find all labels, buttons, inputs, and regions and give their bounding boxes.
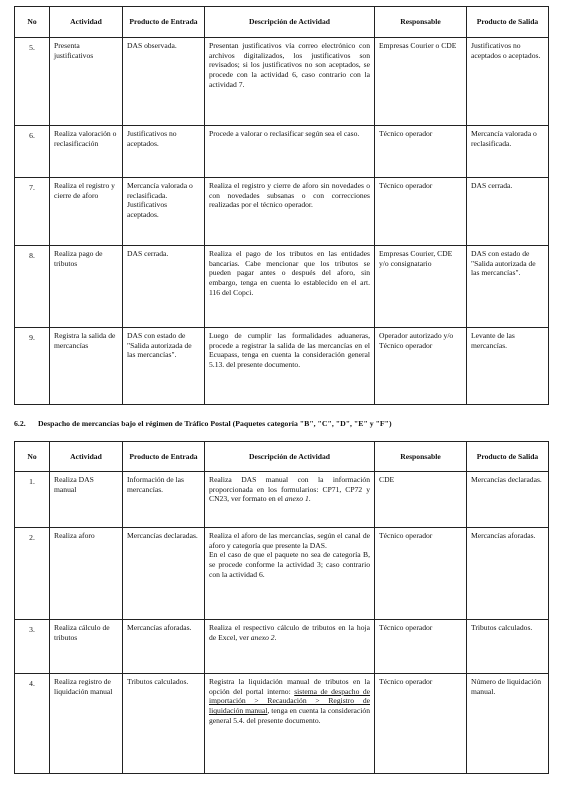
cell-responsable: Técnico operador	[375, 126, 467, 178]
cell-salida: Mercancía valorada o reclasificada.	[467, 126, 549, 178]
cell-responsable: Técnico operador	[375, 674, 467, 774]
header-producto-entrada: Producto de Entrada	[123, 7, 205, 38]
section-number: 6.2.	[14, 419, 26, 428]
cell-no: 1.	[15, 472, 50, 528]
cell-no: 2.	[15, 528, 50, 620]
cell-actividad: Realiza el registro y cierre de aforo	[50, 178, 123, 246]
cell-salida: Tributos calculados.	[467, 620, 549, 674]
cell-responsable: Operador autorizado y/o Técnico operador	[375, 328, 467, 405]
section-title: Despacho de mercancías bajo el régimen de Tráfico Postal (Paquetes categoría "B", "C", "D", "E" y "F")	[38, 419, 392, 428]
cell-no: 7.	[15, 178, 50, 246]
cell-descripcion: Registra la liquidación manual de tributos en la opción del portal interno: sistema de despacho de importación > Recaudación > Registro de liquidación manual, tenga en cuenta la consideración general 5.4. del presente documento.	[205, 674, 375, 774]
header-descripcion: Descripción de Actividad	[205, 7, 375, 38]
table-header-row	[15, 442, 549, 472]
cell-actividad: Realiza registro de liquidación manual	[50, 674, 123, 774]
table-row	[15, 246, 549, 328]
table-row	[15, 472, 549, 528]
cell-descripcion: Presentan justificativos vía correo electrónico con archivos digitalizados, los justificativos son revisados; si los justificativos no son aceptados, se procede con la actividad 6, caso contrario con la actividad 7.	[205, 38, 375, 126]
cell-entrada: Mercancías declaradas.	[123, 528, 205, 620]
header-no: No	[15, 442, 50, 472]
header-producto-salida: Producto de Salida	[467, 7, 549, 38]
cell-actividad: Registra la salida de mercancías	[50, 328, 123, 405]
cell-descripcion: Realiza el aforo de las mercancías, según el canal de aforo y categoría que presente la DAS. En el caso de que el paquete no sea de categoría B, se procede conforme la actividad 3; caso contrario con la actividad 6.	[205, 528, 375, 620]
cell-descripcion: Realiza DAS manual con la información proporcionada en los formularios: CP71, CP72 y CN23, ver formato en el anexo 1.	[205, 472, 375, 528]
cell-actividad: Presenta justificativos	[50, 38, 123, 126]
table-row	[15, 126, 549, 178]
cell-actividad: Realiza DAS manual	[50, 472, 123, 528]
cell-entrada: DAS cerrada.	[123, 246, 205, 328]
cell-no: 4.	[15, 674, 50, 774]
header-producto-salida: Producto de Salida	[467, 442, 549, 472]
cell-entrada: Mercancías aforadas.	[123, 620, 205, 674]
cell-descripcion: Realiza el pago de los tributos en las entidades bancarias. Cabe mencionar que los tributos se pueden pagar antes o después del aforo, sin embargo, tenga en cuenta lo establecido en el art. 116 del Copci.	[205, 246, 375, 328]
cell-actividad: Realiza pago de tributos	[50, 246, 123, 328]
cell-salida: Levante de las mercancías.	[467, 328, 549, 405]
cell-descripcion: Realiza el registro y cierre de aforo sin novedades o con novedades subsanas o con correcciones realizadas por el técnico operador.	[205, 178, 375, 246]
cell-responsable: Técnico operador	[375, 178, 467, 246]
cell-descripcion: Luego de cumplir las formalidades aduaneras, procede a registrar la salida de las mercancías en el Ecuapass, tenga en cuenta la consideración general 5.13. del presente documento.	[205, 328, 375, 405]
header-actividad: Actividad	[50, 442, 123, 472]
cell-no: 6.	[15, 126, 50, 178]
cell-responsable: Técnico operador	[375, 620, 467, 674]
cell-responsable: Empresas Courier, CDE y/o consignatario	[375, 246, 467, 328]
table-row	[15, 528, 549, 620]
cell-no: 8.	[15, 246, 50, 328]
table-row	[15, 38, 549, 126]
cell-entrada: Mercancía valorada o reclasificada. Justificativos aceptados.	[123, 178, 205, 246]
cell-responsable: Empresas Courier o CDE	[375, 38, 467, 126]
cell-entrada: Tributos calculados.	[123, 674, 205, 774]
cell-no: 3.	[15, 620, 50, 674]
cell-descripcion: Realiza el respectivo cálculo de tributos en la hoja de Excel, ver anexo 2.	[205, 620, 375, 674]
cell-entrada: Justificativos no aceptados.	[123, 126, 205, 178]
cell-no: 5.	[15, 38, 50, 126]
cell-salida: Justificativos no aceptados o aceptados.	[467, 38, 549, 126]
cell-responsable: Técnico operador	[375, 528, 467, 620]
header-responsable: Responsable	[375, 442, 467, 472]
cell-salida: DAS con estado de "Salida autorizada de las mercancías".	[467, 246, 549, 328]
header-producto-entrada: Producto de Entrada	[123, 442, 205, 472]
cell-actividad: Realiza aforo	[50, 528, 123, 620]
table-row	[15, 178, 549, 246]
header-actividad: Actividad	[50, 7, 123, 38]
cell-salida: Mercancías aforadas.	[467, 528, 549, 620]
activities-table-1	[14, 6, 549, 405]
cell-salida: Número de liquidación manual.	[467, 674, 549, 774]
cell-actividad: Realiza valoración o reclasificación	[50, 126, 123, 178]
table-header-row	[15, 7, 549, 38]
header-no: No	[15, 7, 50, 38]
table-row	[15, 620, 549, 674]
header-descripcion: Descripción de Actividad	[205, 442, 375, 472]
cell-descripcion: Procede a valorar o reclasificar según sea el caso.	[205, 126, 375, 178]
header-responsable: Responsable	[375, 7, 467, 38]
table-row	[15, 328, 549, 405]
cell-salida: DAS cerrada.	[467, 178, 549, 246]
cell-no: 9.	[15, 328, 50, 405]
cell-entrada: Información de las mercancías.	[123, 472, 205, 528]
cell-salida: Mercancías declaradas.	[467, 472, 549, 528]
activities-table-2	[14, 441, 549, 774]
section-heading	[14, 419, 548, 428]
cell-responsable: CDE	[375, 472, 467, 528]
table-row	[15, 674, 549, 774]
cell-actividad: Realiza cálculo de tributos	[50, 620, 123, 674]
cell-entrada: DAS con estado de "Salida autorizada de las mercancías".	[123, 328, 205, 405]
cell-entrada: DAS observada.	[123, 38, 205, 126]
